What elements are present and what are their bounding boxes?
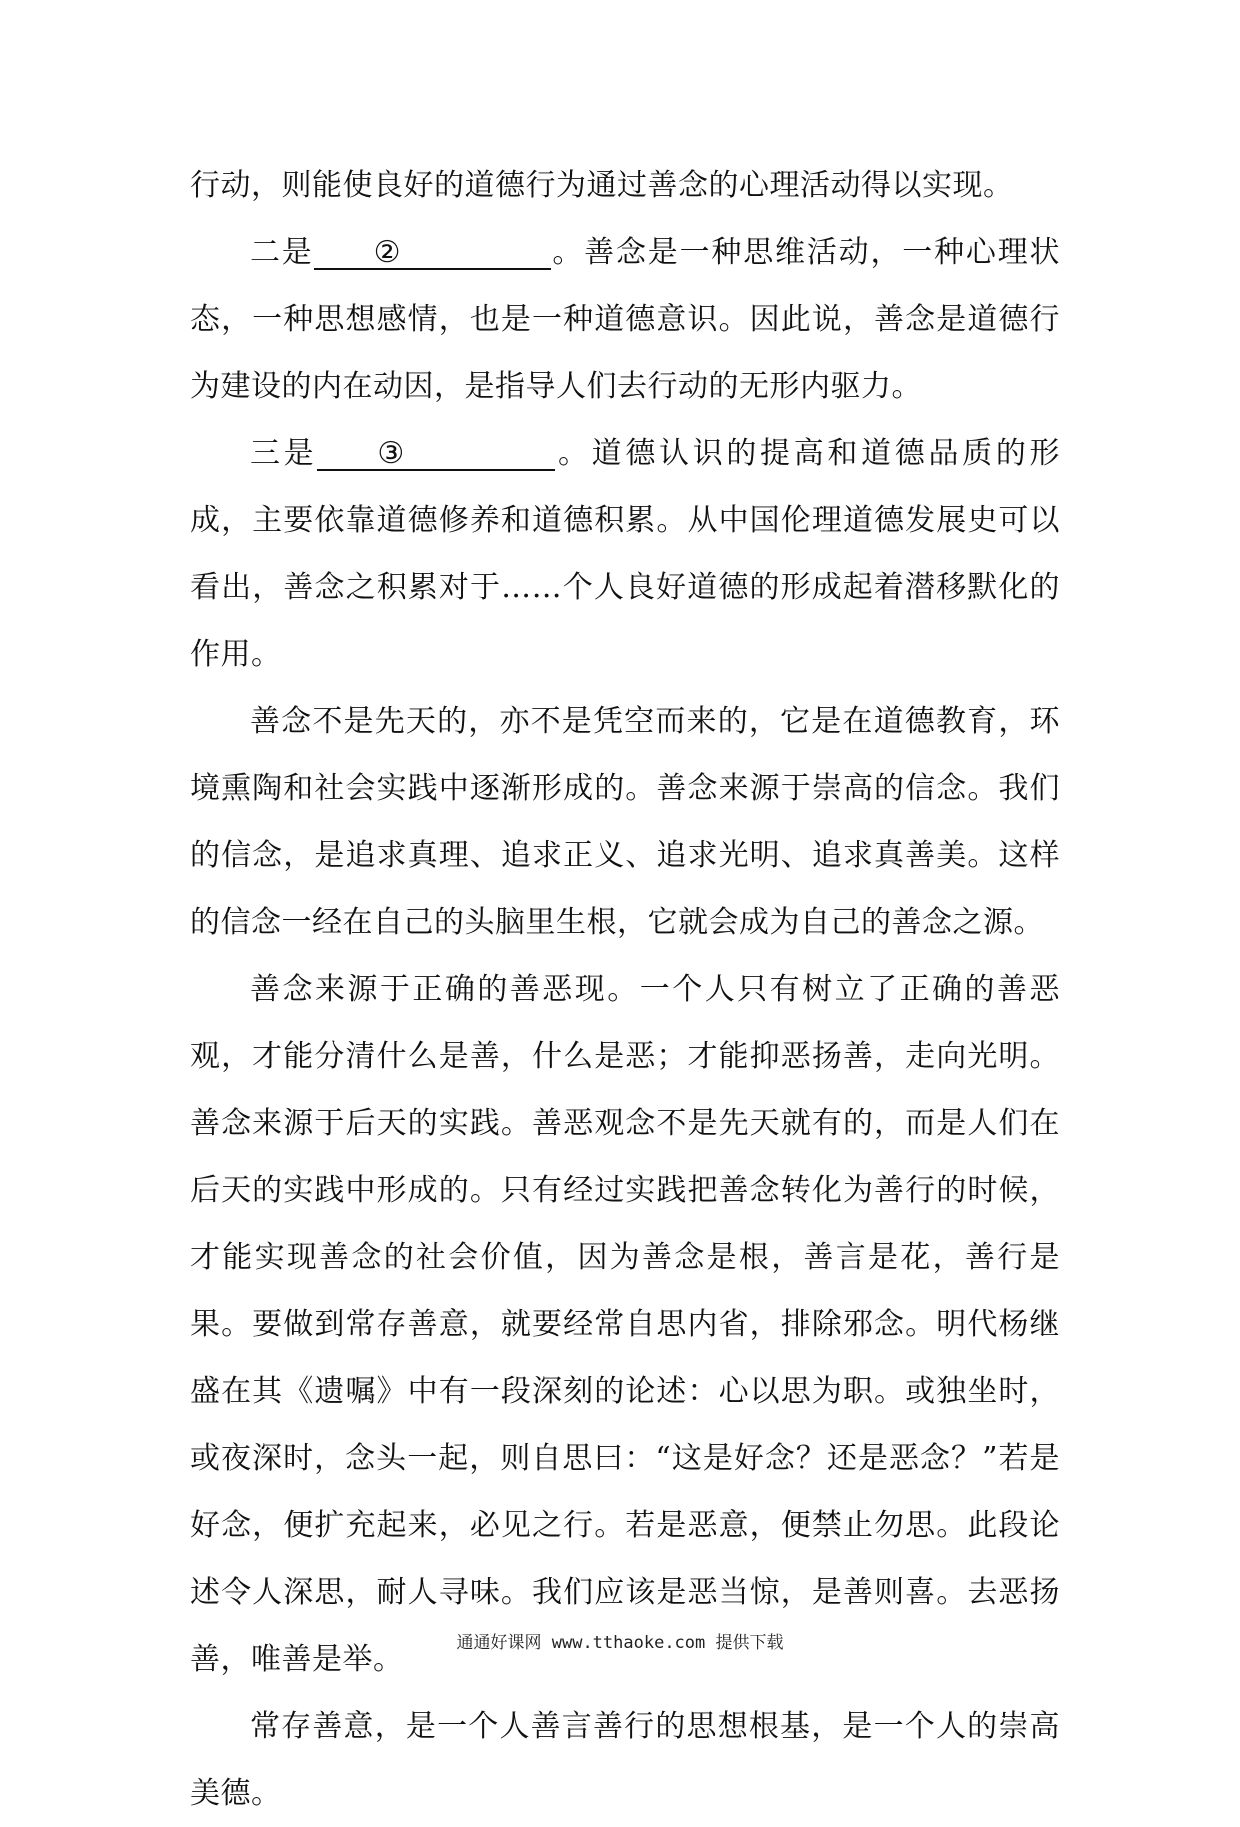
paragraph-point-two	[190, 219, 1060, 420]
point-two-text: 。善念是一种思维活动，一种心理状态，一种思想感情，也是一种道德意识。因此说，善念是道德行为建设的内在动因，是指导人们去行动的无形内驱力。	[190, 235, 1061, 404]
paragraph-origin-practice: 善念来源于正确的善恶现。一个人只有树立了正确的善恶观，才能分清什么是善，什么是恶；才能抑恶扬善，走向光明。善念来源于后天的实践。善恶观念不是先天就有的，而是人们在后天的实践中形成的。只有经过实践把善念转化为善行的时候，才能实现善念的社会价值，因为善念是根，善言是花，善行是果。要做到常存善意，就要经常自思内省，排除邪念。明代杨继盛在其《遗嘱》中有一段深刻的论述：心以思为职。或独坐时，或夜深时，念头一起，则自思曰：“这是好念？还是恶念？”若是好念，便扩充起来，必见之行。若是恶意，便禁止勿思。此段论述令人深思，耐人寻味。我们应该是恶当惊，是善则喜。去恶扬善，唯善是举。	[190, 972, 1060, 1677]
paragraph-point-three	[190, 420, 1060, 688]
page-footer: 通通好课网 www.tthaoke.com 提供下载	[456, 1633, 784, 1653]
point-three-text: 。道德认识的提高和道德品质的形成，主要依靠道德修养和道德积累。从中国伦理道德发展史可以看出，善念之积累对于……个人良好道德的形成起着潜移默化的作用。	[190, 436, 1061, 672]
paragraph-continuation: 行动，则能使良好的道德行为通过善念的心理活动得以实现。	[190, 168, 1014, 203]
article-body	[190, 152, 1060, 1827]
paragraph-origin-belief: 善念不是先天的，亦不是凭空而来的，它是在道德教育，环境熏陶和社会实践中逐渐形成的。善念来源于崇高的信念。我们的信念，是追求真理、追求正义、追求光明、追求真善美。这样的信念一经在自己的头脑里生根，它就会成为自己的善念之源。	[190, 704, 1060, 940]
blank-two: ②	[314, 238, 551, 270]
paragraph-conclusion: 常存善意，是一个人善言善行的思想根基，是一个人的崇高美德。	[190, 1709, 1060, 1811]
point-three-prefix: 三是	[250, 436, 318, 471]
blank-three: ③	[317, 439, 554, 471]
point-two-prefix: 二是	[250, 235, 314, 270]
